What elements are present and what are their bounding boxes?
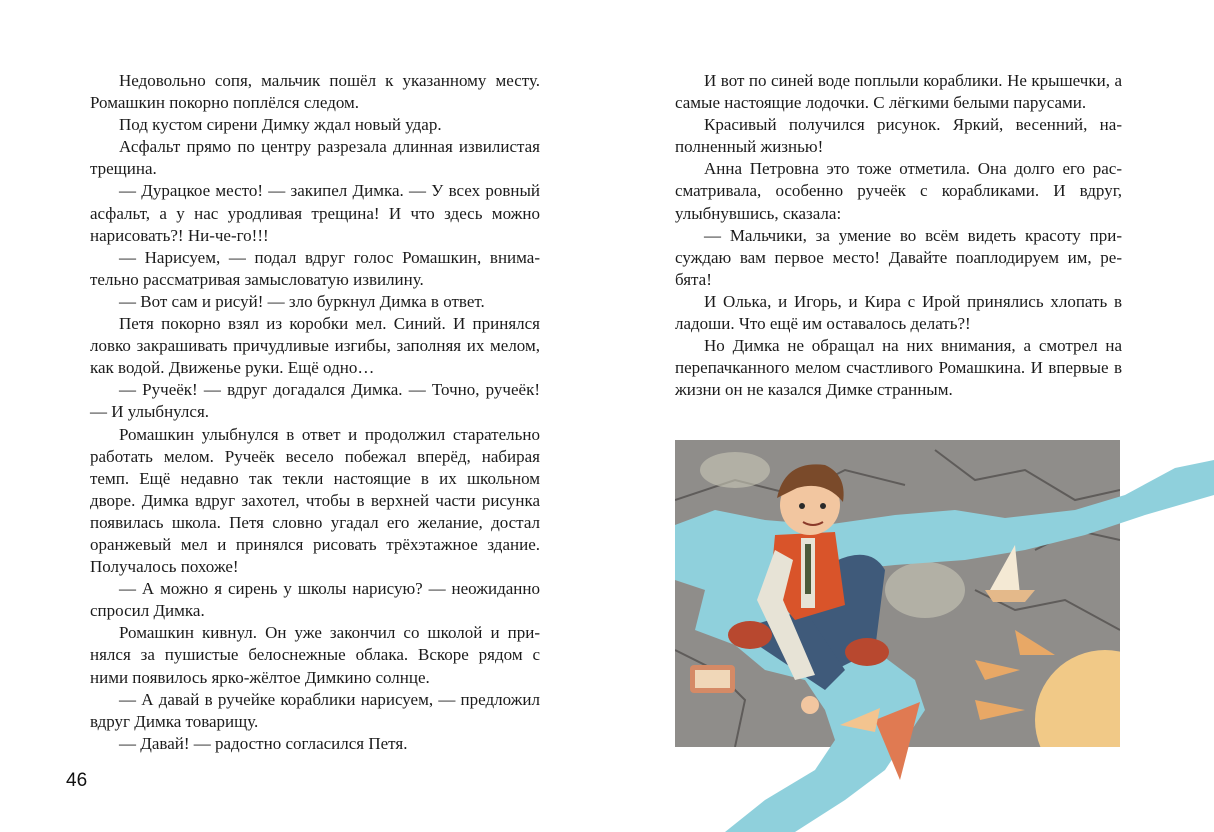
left-column-paragraph: — Дурацкое место! — закипел Димка. — У всех ровный асфальт, а у нас уродливая трещина! И что здесь можно нарисовать?! Ни-че-го!!! (90, 181, 540, 245)
left-column-paragraph: Ромашкин кивнул. Он уже закончил со школой и принялся за пушистые белоснежные облака. Вскоре рядом с ними появилось ярко-жёлтое Димкино солнце. (90, 623, 540, 687)
left-column-paragraph: Под кустом сирени Димку ждал новый удар. (119, 115, 442, 135)
left-column-paragraph: — Вот сам и рисуй! — зло буркнул Димка в ответ. (119, 291, 485, 311)
left-column-paragraph: Петя покорно взял из коробки мел. Синий. И принялся ловко закрашивать причудливые изгибы, заполняя их мелом, как водой. Движенье руки. Ещё одно… (90, 314, 540, 378)
left-column-paragraph: — А можно я сирень у школы нарисую? — неожиданно спросил Димка. (90, 579, 540, 621)
left-text-column (90, 70, 540, 755)
right-column-paragraph: — Мальчики, за умение во всём видеть красоту присуждаю вам первое место! Давайте поаплодируем им, ребята! (675, 225, 1122, 289)
right-text-column (675, 70, 1122, 401)
left-column-paragraph: — Ручеёк! — вдруг догадался Димка. — Точно, ручеёк! — И улыбнулся. (90, 380, 540, 422)
left-column-paragraph: Асфальт прямо по центру разрезала длинная извилистая трещина. (90, 137, 540, 179)
left-column-paragraph: — Давай! — радостно согласился Петя. (119, 733, 408, 753)
illustration-boy-drawing-chalk-stream (675, 440, 1214, 832)
right-column-paragraph: Анна Петровна это тоже отметила. Она долго его рассматривала, особенно ручеёк с корабликами. И вдруг, улыбнувшись, сказала: (675, 159, 1122, 223)
right-column-paragraph: И вот по синей воде поплыли кораблики. Не крышечки, а самые настоящие лодочки. С лёгкими белыми парусами. (675, 71, 1122, 113)
left-column-paragraph: Недовольно сопя, мальчик пошёл к указанному месту. Ромашкин покорно поплёлся следом. (90, 71, 540, 113)
right-column-paragraph: Красивый получился рисунок. Яркий, весенний, наполненный жизнью! (675, 115, 1122, 157)
left-column-paragraph: — Нарисуем, — подал вдруг голос Ромашкин, внимательно рассматривая замысловатую извилину. (90, 247, 540, 289)
chalk-box (690, 665, 735, 693)
right-column-paragraph: И Олька, и Игорь, и Кира с Ирой принялись хлопать в ладоши. Что ещё им оставалось делать?! (675, 291, 1122, 334)
chalk-sun (1035, 650, 1175, 790)
right-column-paragraph: Но Димка не обращал на них внимания, а смотрел на перепачканного мелом счастливого Ромашкина. И впервые в жизни он не казался Димке странным. (675, 336, 1122, 400)
page-number: 46 (66, 770, 88, 791)
left-column-paragraph: Ромашкин улыбнулся в ответ и продолжил старательно работать мелом. Ручеёк весело побежал вперёд, набирая темп. Ещё недавно так текли настоящие в их школьном дворе. Димка вдруг захотел, чтобы в верхней части рисунка появилась школа. Петя словно угадал его желание, достал оранжевый мел и принялся рисовать трёхэтажное здание. Получалось похоже! (90, 424, 540, 577)
left-column-paragraph: — А давай в ручейке кораблики нарисуем, — предложил вдруг Димка товарищу. (90, 689, 540, 731)
